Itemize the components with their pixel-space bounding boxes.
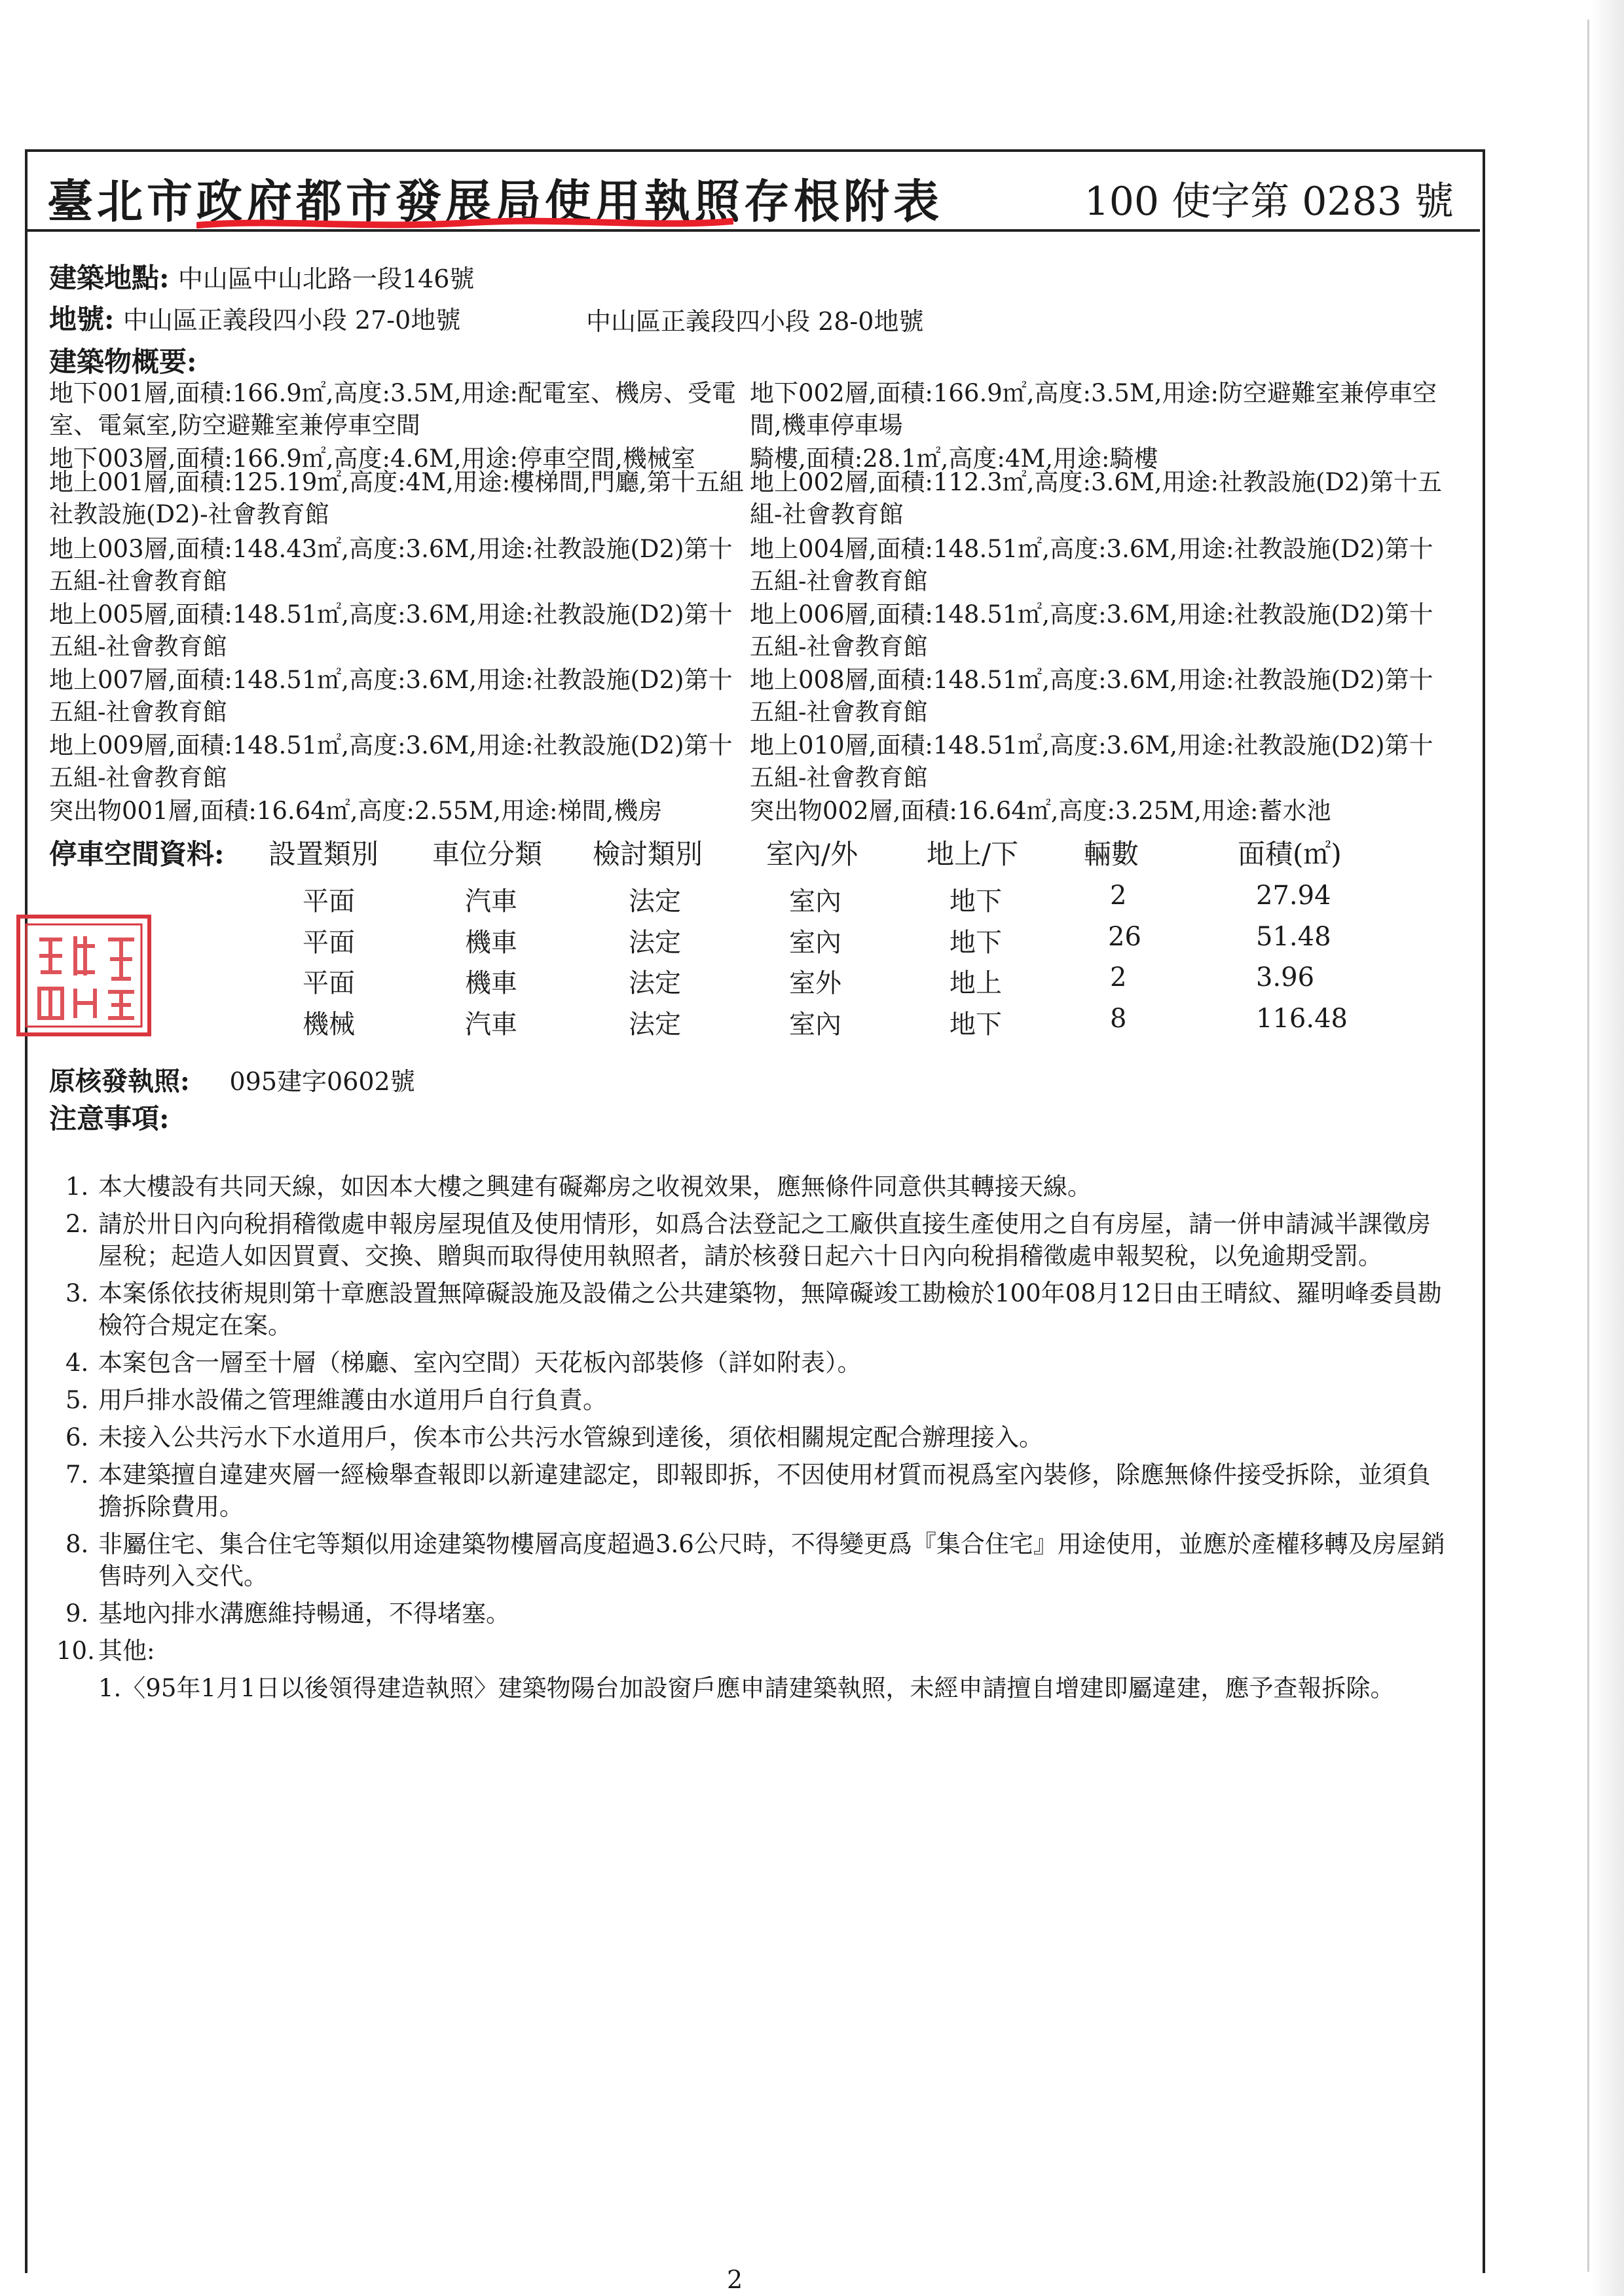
page-number: 2: [727, 2265, 743, 2294]
parking-r1-area: 27.94: [1256, 881, 1331, 911]
sub-note: 1.〈95年1月1日以後領得建造執照〉建築物陽台加設窗戶應申請建築執照，未經申請擅自增建即屬違建，應予查報拆除。: [98, 1674, 1395, 1702]
lot-1: 中山區正義段四小段 27-0地號: [122, 306, 461, 335]
note-item: [65, 1421, 1454, 1453]
floor-b2: 地下002層,面積:166.9㎡,高度:3.5M,用途:防空避難室兼停車空間,機車停車場: [750, 379, 1437, 439]
parking-r1-review: 法定: [629, 886, 681, 917]
parking-r2-inout: 室內: [789, 928, 841, 958]
note-number: 4.: [65, 1349, 89, 1377]
floor-roof-2: 突出物002層,面積:16.64㎡,高度:3.25M,用途:蓄水池: [750, 797, 1331, 825]
page-title: 臺北市政府都市發展局使用執照存根附表: [47, 174, 943, 228]
parking-r3-inout: 室外: [789, 968, 841, 998]
parking-r2-vehicle: 機車: [465, 928, 517, 958]
parking-r2-level: 地下: [950, 928, 1002, 958]
note-text: 請於卅日內向稅捐稽徵處申報房屋現值及使用情形，如爲合法登記之工廠供直接生產使用之自有房屋，請一併申請減半課徵房屋稅；起造人如因買賣、交換、贈與而取得使用執照者，請於核發日起六十日內向稅捐稽徵處申報契稅，以免逾期受罰。: [98, 1210, 1431, 1270]
original-permit-row: [49, 1061, 415, 1098]
note-item: [65, 1277, 1454, 1341]
floor-6f: 地上006層,面積:148.51㎡,高度:3.6M,用途:社教設施(D2)第十五組-社會教育館: [750, 600, 1433, 661]
parking-label: 停車空間資料:: [49, 838, 225, 870]
note-number: 9.: [65, 1599, 89, 1628]
note-text: 未接入公共污水下水道用戶，俟本市公共污水管線到達後，須依相關規定配合辦理接入。: [98, 1423, 1043, 1451]
permit-number: 100 使字第 0283 號: [1084, 179, 1454, 225]
floor-4f: 地上004層,面積:148.51㎡,高度:3.6M,用途:社教設施(D2)第十五組-社會教育館: [750, 535, 1433, 595]
lot-row: [49, 298, 460, 337]
note-number: 5.: [65, 1386, 89, 1414]
note-item: [56, 1635, 1454, 1667]
floor-10f: 地上010層,面積:148.51㎡,高度:3.6M,用途:社教設施(D2)第十五組-社會教育館: [750, 731, 1433, 792]
parking-r4-inout: 室內: [789, 1010, 841, 1040]
parking-header-inout: 室內/外: [766, 838, 858, 870]
note-text: 基地內排水溝應維持暢通，不得堵塞。: [98, 1599, 510, 1628]
floor-b3: 地下003層,面積:166.9㎡,高度:4.6M,用途:停車空間,機械室: [49, 445, 695, 473]
note-text: 非屬住宅、集合住宅等類似用途建築物樓層高度超過3.6公尺時，不得變更爲『集合住宅』用途使用，並應於產權移轉及房屋銷售時列入交代。: [98, 1530, 1445, 1590]
parking-r4-review: 法定: [629, 1010, 681, 1040]
note-text: 本大樓設有共同天線，如因本大樓之興建有礙鄰房之收視效果，應無條件同意供其轉接天線。: [98, 1173, 1092, 1201]
note-text: 其他:: [98, 1637, 155, 1665]
parking-r4-vehicle: 汽車: [465, 1010, 517, 1040]
parking-header-area: 面積(㎡): [1238, 838, 1342, 870]
parking-r1-inout: 室內: [789, 886, 841, 917]
note-number: 6.: [65, 1423, 89, 1451]
note-item: [65, 1528, 1454, 1592]
page-edge-line: [1587, 20, 1589, 2272]
note-number: 2.: [65, 1210, 89, 1238]
note-item: [65, 1597, 1454, 1630]
floor-3f: 地上003層,面積:148.43㎡,高度:3.6M,用途:社教設施(D2)第十五組-社會教育館: [49, 535, 733, 595]
red-underline-mark: [196, 216, 733, 232]
floor-roof-1: 突出物001層,面積:16.64㎡,高度:2.55M,用途:梯間,機房: [49, 797, 663, 825]
parking-r2-area: 51.48: [1256, 922, 1331, 952]
note-item: [65, 1347, 1454, 1379]
lot-label: 地號:: [49, 303, 115, 335]
parking-r2-type: 平面: [303, 928, 355, 958]
note-item: [65, 1459, 1454, 1523]
parking-header-count: 輛數: [1084, 838, 1139, 870]
parking-r3-area: 3.96: [1256, 962, 1315, 993]
original-permit-value: 095建字0602號: [229, 1067, 415, 1096]
note-text: 本案係依技術規則第十章應設置無障礙設施及設備之公共建築物，無障礙竣工勘檢於100年08月12日由王晴紋、羅明峰委員勘檢符合規定在案。: [98, 1279, 1442, 1339]
parking-r3-type: 平面: [303, 968, 355, 998]
floor-9f: 地上009層,面積:148.51㎡,高度:3.6M,用途:社教設施(D2)第十五組-社會教育館: [49, 731, 733, 792]
parking-r3-level: 地上: [950, 968, 1002, 998]
location-label: 建築地點:: [49, 262, 170, 294]
floor-2f: 地上002層,面積:112.3㎡,高度:3.6M,用途:社教設施(D2)第十五組-社會教育館: [750, 468, 1443, 528]
parking-header-vehicle: 車位分類: [432, 838, 543, 870]
lot-2: 中山區正義段四小段 28-0地號: [586, 307, 924, 336]
floor-8f: 地上008層,面積:148.51㎡,高度:3.6M,用途:社教設施(D2)第十五組-社會教育館: [750, 666, 1433, 726]
parking-r3-count: 2: [1110, 962, 1127, 993]
note-text: 用戶排水設備之管理維護由水道用戶自行負責。: [98, 1386, 607, 1414]
floor-5f: 地上005層,面積:148.51㎡,高度:3.6M,用途:社教設施(D2)第十五組-社會教育館: [49, 600, 733, 661]
floor-arcade: 騎樓,面積:28.1㎡,高度:4M,用途:騎樓: [750, 445, 1158, 473]
original-permit-label: 原核發執照:: [49, 1066, 190, 1097]
page-edge-shadow: [1591, 0, 1624, 2296]
floor-1f: 地上001層,面積:125.19㎡,高度:4M,用途:樓梯間,門廳,第十五組社教設施(D2)-社會教育館: [49, 468, 744, 528]
parking-r4-type: 機械: [303, 1010, 355, 1040]
official-red-stamp: [13, 910, 154, 1041]
note-item: [65, 1208, 1454, 1272]
notes-list: [56, 1171, 1454, 1709]
parking-r1-count: 2: [1110, 881, 1127, 911]
location-row: [49, 257, 474, 296]
floor-b1: 地下001層,面積:166.9㎡,高度:3.5M,用途:配電室、機房、受電室、電氣室,防空避難室兼停車空間: [49, 379, 736, 439]
note-item: [65, 1171, 1454, 1203]
parking-header-review: 檢討類別: [593, 838, 703, 870]
parking-r3-review: 法定: [629, 968, 681, 998]
note-number: 8.: [65, 1530, 89, 1558]
note-number: 10.: [56, 1637, 95, 1665]
parking-r4-count: 8: [1110, 1004, 1127, 1034]
floor-7f: 地上007層,面積:148.51㎡,高度:3.6M,用途:社教設施(D2)第十五組-社會教育館: [49, 666, 733, 726]
note-number: 7.: [65, 1461, 89, 1489]
parking-header-type: 設置類別: [268, 838, 379, 870]
parking-r4-area: 116.48: [1256, 1004, 1348, 1034]
parking-r4-level: 地下: [950, 1010, 1002, 1040]
note-text: 本案包含一層至十層（梯廳、室內空間）天花板內部裝修（詳如附表）。: [98, 1349, 862, 1377]
parking-r1-vehicle: 汽車: [465, 886, 517, 917]
parking-r1-level: 地下: [950, 886, 1002, 917]
location-value: 中山區中山北路一段146號: [177, 264, 475, 293]
parking-r2-review: 法定: [629, 928, 681, 958]
note-item: [65, 1384, 1454, 1416]
note-number: 1.: [65, 1173, 89, 1201]
note-text: 本建築擅自違建夾層一經檢舉查報即以新違建認定，即報即拆，不因使用材質而視爲室內裝修，除應無條件接受拆除，並須負擔拆除費用。: [98, 1461, 1431, 1521]
note-number: 3.: [65, 1279, 89, 1307]
overview-label: 建築物概要:: [49, 346, 197, 378]
parking-r1-type: 平面: [303, 886, 355, 917]
parking-r3-vehicle: 機車: [465, 968, 517, 998]
notes-label: 注意事項:: [49, 1102, 170, 1135]
parking-header-level: 地上/下: [927, 838, 1019, 870]
parking-r2-count: 26: [1108, 922, 1141, 952]
